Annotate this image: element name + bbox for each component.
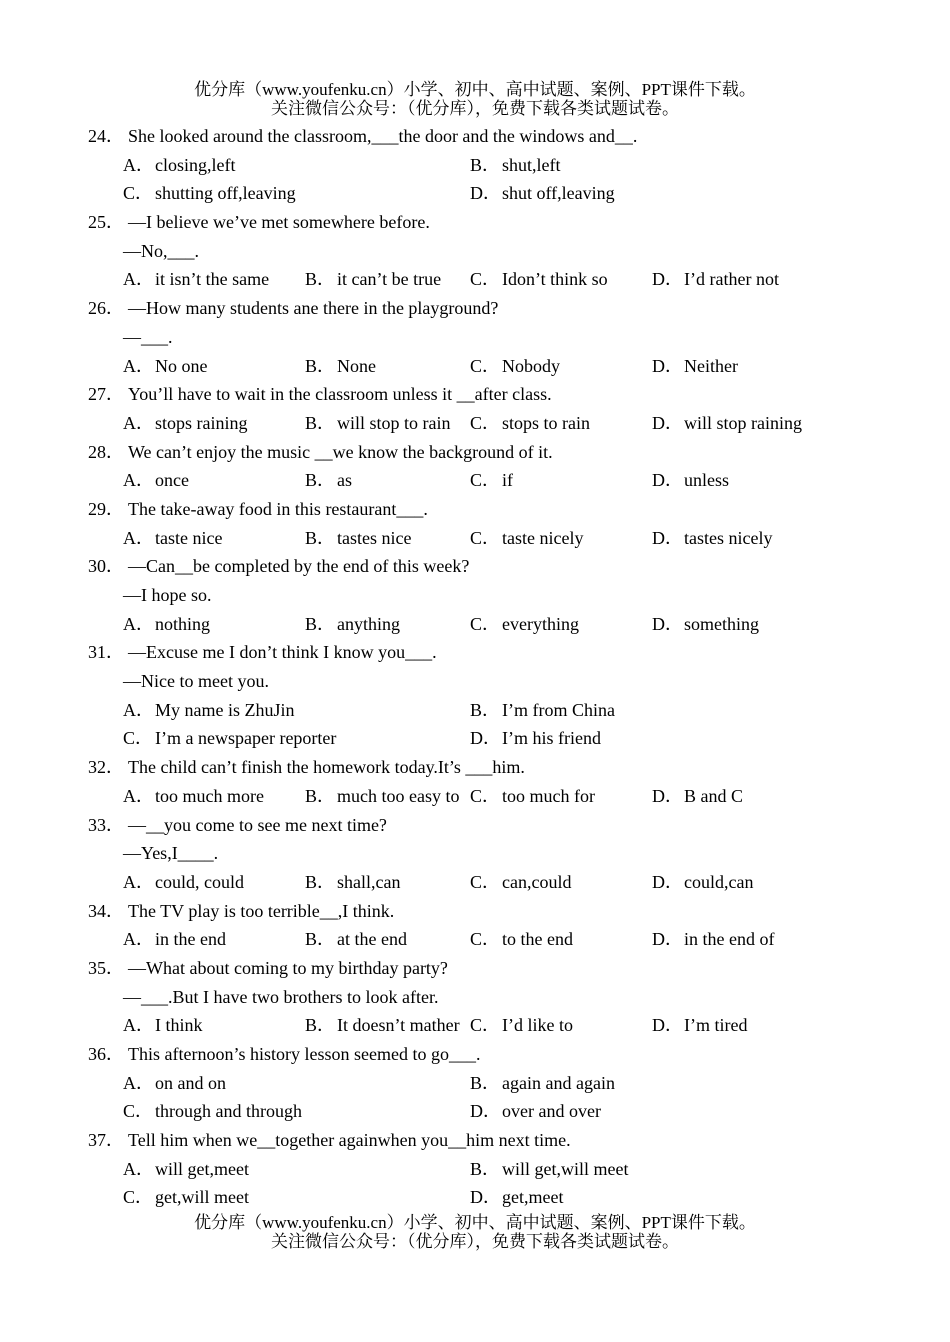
page-footer [0, 1213, 950, 1251]
options-row [88, 696, 888, 725]
options-row [88, 868, 888, 897]
option-a[interactable]: A．I think [123, 1015, 203, 1036]
question-33: 33． —__you come to see me next time? [88, 814, 387, 835]
question-text: —I believe we’ve met somewhere before. [128, 212, 430, 233]
option-c[interactable]: C． through and through [123, 1101, 302, 1122]
option-a[interactable]: A．nothing [123, 613, 211, 634]
question-30: 30． —Can__be completed by the end of this week? [88, 556, 470, 577]
question-reply: —Yes,I____. [123, 843, 219, 864]
option-c[interactable]: C． can,could [470, 871, 572, 892]
options-row [88, 610, 888, 639]
option-d[interactable]: D．tastes nicely [652, 527, 773, 548]
option-a[interactable]: A．No one [123, 355, 208, 376]
option-d[interactable]: D．something [652, 613, 759, 634]
option-a[interactable]: A．on and on [123, 1072, 226, 1093]
question-32: 32． The child can’t finish the homework today.It’s ___him. [88, 757, 525, 778]
options-row [88, 409, 888, 438]
options-row [88, 1069, 888, 1098]
question-text: She looked around the classroom,___the door and the windows and__. [128, 126, 638, 146]
question-list [88, 122, 888, 1212]
options-row [88, 1011, 888, 1040]
option-c[interactable]: C． to the end [470, 929, 573, 950]
question-text: The child can’t finish the homework today.It’s ___him. [128, 757, 525, 778]
question-reply: —___.But I have two brothers to look after. [123, 986, 439, 1007]
options-row [88, 151, 888, 180]
option-b[interactable]: B． shall,can [305, 871, 401, 892]
option-d[interactable]: D．Neither [652, 355, 738, 376]
option-b[interactable]: B． at the end [305, 929, 407, 950]
option-c[interactable]: C． get,will meet [123, 1187, 249, 1208]
option-d[interactable]: D．in the end of [652, 929, 775, 950]
option-d[interactable]: D．B and C [652, 785, 744, 806]
options-row [88, 352, 888, 381]
question-reply: —___. [123, 326, 173, 347]
question-24: 24． She looked around the classroom,___the door and the windows and__. [88, 126, 638, 146]
option-a[interactable]: A．too much more [123, 785, 264, 806]
options-row [88, 524, 888, 553]
question-34: 34． The TV play is too terrible__,I think. [88, 900, 395, 921]
option-b[interactable]: B． will stop to rain [305, 412, 451, 433]
option-c[interactable]: C． if [470, 470, 513, 491]
question-text: You’ll have to wait in the classroom unless it __after class. [128, 384, 552, 405]
question-reply: —Nice to meet you. [123, 671, 269, 692]
option-d[interactable]: D．I’d rather not [652, 269, 779, 290]
options-row [88, 265, 888, 294]
options-row [88, 1183, 888, 1212]
option-b[interactable]: B． shut,left [470, 154, 561, 175]
option-c[interactable]: C． Idon’t think so [470, 269, 608, 290]
question-text: Tell him when we__together againwhen you__him next time. [128, 1130, 571, 1151]
option-b[interactable]: B． it can’t be true [305, 269, 442, 290]
option-b[interactable]: B． anything [305, 613, 400, 634]
option-b[interactable]: B． again and again [470, 1072, 615, 1093]
option-c[interactable]: C． I’d like to [470, 1015, 573, 1036]
option-d[interactable]: D．get,meet [470, 1187, 564, 1208]
option-a[interactable]: A．will get,meet [123, 1158, 249, 1179]
option-b[interactable]: B． None [305, 355, 376, 376]
question-37: 37． Tell him when we__together againwhen you__him next time. [88, 1130, 571, 1151]
options-row [88, 179, 888, 208]
option-a[interactable]: A．could, could [123, 871, 244, 892]
question-29: 29． The take-away food in this restaurant___. [88, 498, 428, 519]
question-35: 35． —What about coming to my birthday party? [88, 957, 448, 978]
option-d[interactable]: D．unless [652, 470, 729, 491]
question-reply: —No,___. [123, 240, 199, 261]
option-a[interactable]: A．taste nice [123, 527, 223, 548]
question-31: 31． —Excuse me I don’t think I know you___. [88, 642, 437, 663]
option-c[interactable]: C． stops to rain [470, 412, 590, 433]
options-row [88, 925, 888, 954]
option-d[interactable]: D．I’m his friend [470, 728, 601, 749]
question-text: This afternoon’s history lesson seemed to go___. [128, 1044, 481, 1064]
option-a[interactable]: A．My name is ZhuJin [123, 699, 295, 720]
option-c[interactable]: C． shutting off,leaving [123, 183, 296, 204]
footer-line-1: 优分库（www.youfenku.cn）小学、初中、高中试题、案例、PPT课件下载。 [194, 1213, 756, 1232]
question-text: —How many students ane there in the playground? [128, 298, 499, 319]
footer-line-2: 关注微信公众号：（优分库），免费下载各类试题试卷。 [271, 1232, 679, 1251]
question-text: —What about coming to my birthday party? [128, 957, 448, 978]
option-b[interactable]: B． tastes nice [305, 527, 412, 548]
options-row [88, 1097, 888, 1126]
option-a[interactable]: A．closing,left [123, 154, 236, 175]
option-d[interactable]: D．could,can [652, 871, 754, 892]
question-text: The take-away food in this restaurant___. [128, 498, 428, 519]
option-d[interactable]: D．over and over [470, 1101, 601, 1122]
option-c[interactable]: C． taste nicely [470, 527, 584, 548]
option-c[interactable]: C． I’m a newspaper reporter [123, 728, 337, 749]
option-a[interactable]: A．it isn’t the same [123, 269, 270, 290]
options-row [88, 466, 888, 495]
question-reply: —I hope so. [123, 585, 212, 605]
option-d[interactable]: D．shut off,leaving [470, 183, 615, 204]
option-d[interactable]: D．will stop raining [652, 412, 802, 433]
question-25: 25． —I believe we’ve met somewhere before. [88, 212, 430, 233]
header-line-1: 优分库（www.youfenku.cn）小学、初中、高中试题、案例、PPT课件下载。 [194, 80, 756, 99]
question-text: We can’t enjoy the music __we know the background of it. [128, 441, 553, 462]
question-28: 28． We can’t enjoy the music __we know the background of it. [88, 441, 553, 462]
option-d[interactable]: D．I’m tired [652, 1015, 748, 1036]
header-line-2: 关注微信公众号：（优分库），免费下载各类试题试卷。 [271, 99, 679, 118]
question-text: The TV play is too terrible__,I think. [128, 900, 395, 921]
option-a[interactable]: A．stops raining [123, 412, 248, 433]
option-b[interactable]: B． It doesn’t mather [305, 1015, 460, 1036]
option-c[interactable]: C． everything [470, 613, 579, 634]
page-header [0, 80, 950, 118]
question-text: —Can__be completed by the end of this week? [128, 556, 470, 577]
question-27: 27． You’ll have to wait in the classroom unless it __after class. [88, 384, 552, 405]
question-36: 36． This afternoon’s history lesson seemed to go___. [88, 1044, 481, 1064]
options-row [88, 724, 888, 753]
option-a[interactable]: A．once [123, 470, 189, 491]
option-b[interactable]: B． will get,will meet [470, 1158, 629, 1179]
options-row [88, 1155, 888, 1184]
question-text: —__you come to see me next time? [128, 814, 387, 835]
question-text: —Excuse me I don’t think I know you___. [128, 642, 437, 663]
option-c[interactable]: C． too much for [470, 785, 595, 806]
option-b[interactable]: B． I’m from China [470, 699, 615, 720]
option-b[interactable]: B． much too easy to [305, 785, 460, 806]
options-row [88, 782, 888, 811]
option-a[interactable]: A．in the end [123, 929, 226, 950]
question-26: 26． —How many students ane there in the playground? [88, 298, 499, 319]
option-c[interactable]: C． Nobody [470, 355, 560, 376]
option-b[interactable]: B． as [305, 470, 352, 491]
